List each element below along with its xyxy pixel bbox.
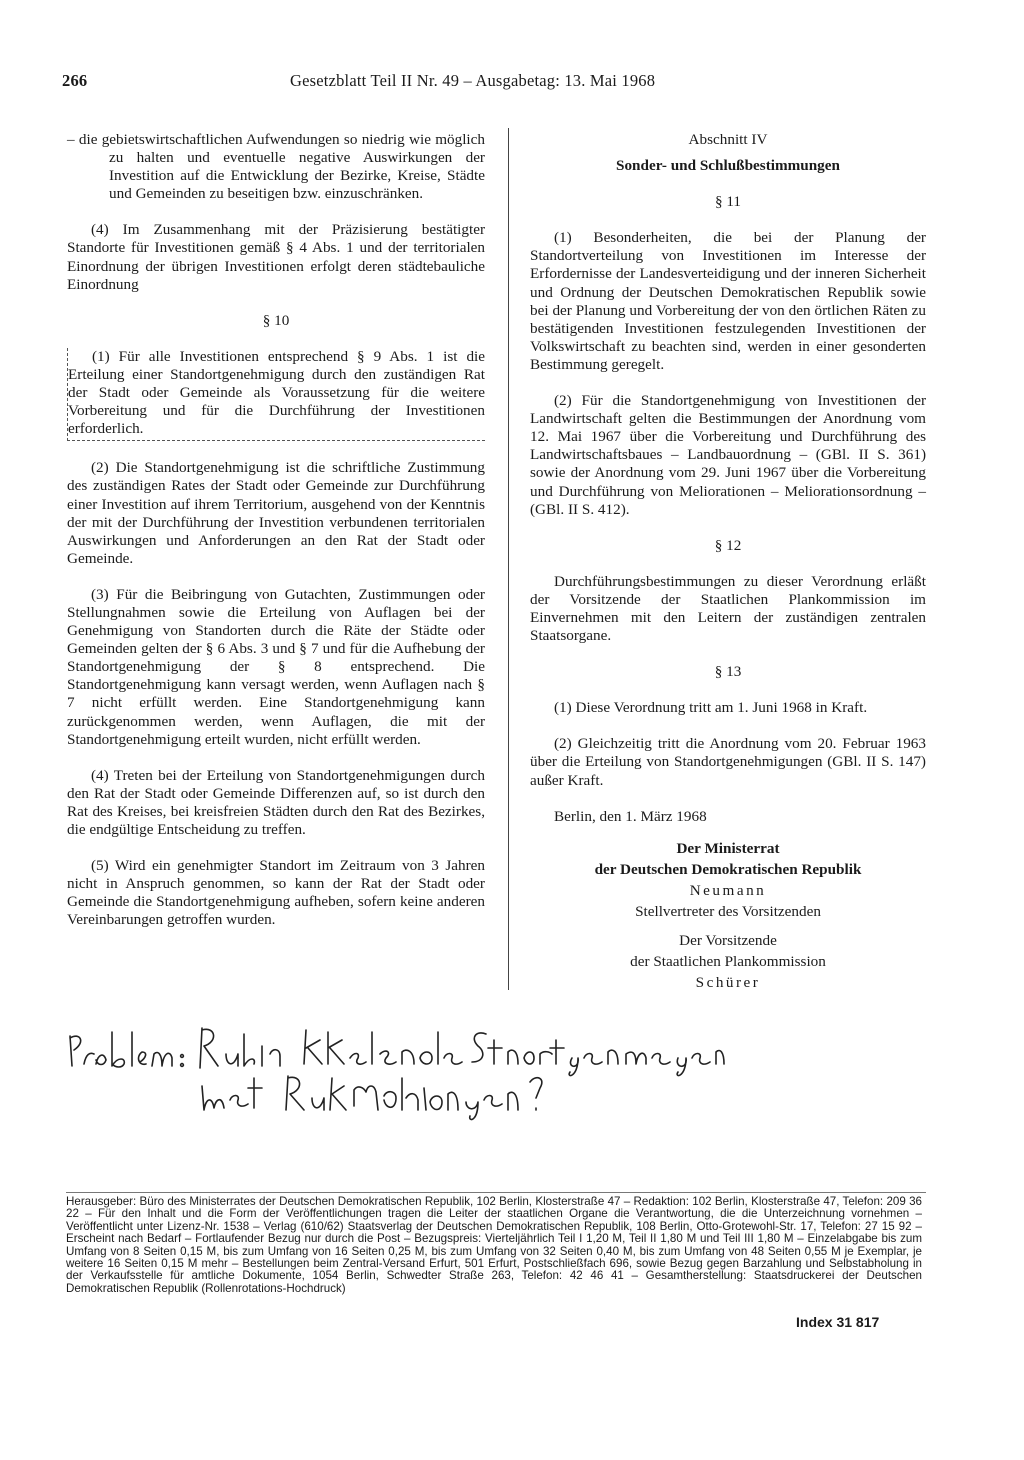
dash-item: – die gebietswirtschaftlichen Aufwendungen so niedrig wie möglich zu halten und eventuelle negative Auswirkungen der Investition auf die Entwicklung der Bezirke, Kreise, Städte und Gemeinden zu beseitigen bzw. einzuschränken. <box>67 131 485 203</box>
signer-2-name: Schürer <box>695 973 761 991</box>
footer-index: Index 31 817 <box>796 1314 880 1330</box>
abschnitt-title: Sonder- und Schlußbestimmungen <box>616 157 840 175</box>
handwriting-strokes <box>66 1018 726 1128</box>
section-10-paragraph-1: (1) Für alle Investitionen entsprechend § 9 Abs. 1 ist die Erteilung einer Standortgenehmigung durch den zuständigen Rat der Stadt oder Gemeinde als Voraussetzung für die weitere Vorbereitung und für die Durchführung der Investitionen erforderlich. <box>67 348 485 441</box>
section-11-paragraph-2: (2) Für die Standortgenehmigung von Investitionen der Landwirtschaft gelten die Bestimmungen der Anordnung vom 12. Mai 1967 über die Vorbereitung und Durchführung des Landwirtschaftsbaues – Landbauordnung – (GBl. II S. 361) sowie der Anordnung vom 29. Juni 1967 über die Vorbereitung und Durchführung von Meliorationen – Meliorationsordnung – (GBl. II S. 412). <box>530 392 926 518</box>
signatory-org-line-1: Der Ministerrat <box>676 839 780 857</box>
column-divider <box>508 128 509 990</box>
signer-2-title-line-1: Der Vorsitzende <box>679 931 777 949</box>
footer-rule <box>66 1192 926 1193</box>
signer-2-title-line-2: der Staatlichen Plankommission <box>630 952 826 970</box>
signer-1-title: Stellvertreter des Vorsitzenden <box>635 902 821 920</box>
section-12-heading: § 12 <box>714 536 742 554</box>
abschnitt-label: Abschnitt IV <box>688 131 768 148</box>
signer-1-name: Neumann <box>689 881 767 899</box>
left-column <box>67 131 485 929</box>
place-date: Berlin, den 1. März 1968 <box>554 807 707 825</box>
footer-imprint: Herausgeber: Büro des Ministerrates der Deutschen Demokratischen Republik, 102 Berlin, Klosterstraße 47 – Redaktion: 102 Berlin, Klosterstraße 47, Telefon: 209 36 22 – Für den Inhalt und die Form der Veröffentlichungen tragen die Leiter der staatlichen Organe die Verantwortung, die die Unterzeichnung vornehmen – Veröffentlicht unter Lizenz-Nr. 1538 – Verlag (610/62) Staatsverlag der Deutschen Demokratischen Republik, 108 Berlin, Otto-Grotewohl-Str. 17, Telefon: 27 15 92 – Erscheint nach Bedarf – Fortlaufender Bezug nur durch die Post – Bezugspreis: Vierteljährlich Teil I 1,20 M, Teil II 1,80 M und Teil III 1,80 M – Einzelabgabe bis zum Umfang von 8 Seiten 0,15 M, bis zum Umfang von 16 Seiten 0,25 M, bis zum Umfang von 32 Seiten 0,40 M, bis zum Umfang von 48 Seiten 0,55 M je Exemplar, je weitere 16 Seiten 0,15 M mehr – Bestellungen beim Zentral-Versand Erfurt, 501 Erfurt, Postschließfach 696, sowie Bezug gegen Barzahlung und Selbstabholung in der Verkaufsstelle für amtliche Dokumente, 1054 Berlin, Schwedter Straße 263, Telefon: 42 46 41 – Gesamtherstellung: Staatsdruckerei der Deutschen Demokratischen Republik (Rollenrotations-Hochdruck) <box>66 1195 922 1295</box>
section-12-paragraph-1: Durchführungsbestimmungen zu dieser Verordnung erläßt der Vorsitzende der Staatlichen Plankommission im Einvernehmen mit den Leitern der zuständigen zentralen Staatsorgane. <box>530 572 926 645</box>
right-column <box>530 131 926 993</box>
section-10-paragraph-5: (5) Wird ein genehmigter Standort im Zeitraum von 3 Jahren nicht in Anspruch genommen, so kann der Rat der Stadt oder Gemeinde die Standortgenehmigung aufheben, sofern keine anderen Vereinbarungen getroffen wurden. <box>67 857 485 929</box>
section-13-paragraph-1: (1) Diese Verordnung tritt am 1. Juni 1968 in Kraft. <box>554 699 868 717</box>
section-13-heading: § 13 <box>714 663 742 681</box>
section-10-heading: § 10 <box>262 311 290 329</box>
page-number: 266 <box>62 71 88 90</box>
handwritten-note <box>66 1018 726 1128</box>
section-11-paragraph-1: (1) Besonderheiten, die bei der Planung der Standortverteilung von Investitionen im Interesse der Erfordernisse der Landesverteidigung und der inneren Sicherheit und Ordnung der Deutschen Demokratischen Republik sowie bei der Planung und Vorbereitung der von den örtlichen Räten zu bestätigenden Investitionen festzulegenden Investitionen der Volkswirtschaft zu beachten sind, werden in einer gesonderten Bestimmung geregelt. <box>530 229 926 373</box>
section-11-heading: § 11 <box>714 193 741 211</box>
signatory-org-line-2: der Deutschen Demokratischen Republik <box>594 860 862 878</box>
paragraph-4: (4) Im Zusammenhang mit der Präzisierung bestätigter Standorte für Investitionen gemäß § 4 Abs. 1 und der territorialen Einordnung der übrigen Investitionen erfolgt deren städtebauliche Einordnung <box>67 221 485 293</box>
section-10-paragraph-3: (3) Für die Beibringung von Gutachten, Zustimmungen oder Stellungnahmen sowie die Erteilung von Auflagen bei der Genehmigung von Standorten durch die Räte der Städte oder Gemeinden gelten der § 6 Abs. 3 und § 7 und für die Aufhebung der Standortgenehmigung der § 8 entsprechend. Die Standortgenehmigung kann versagt werden, wenn Auflagen nach § 7 nicht erfüllt werden. Eine Standortgenehmigung kann zurückgenommen werden, wenn Auflagen, die mit der Standortgenehmigung erteilt wurden, nicht erfüllt werden. <box>67 585 485 748</box>
section-10-paragraph-2: (2) Die Standortgenehmigung ist die schriftliche Zustimmung des zuständigen Rates der Stadt oder Gemeinde zur Durchführung einer Investition auf ihrem Territorium, ausgehend von der Kenntnis der mit der Durchführung der Investition verbundenen territorialen Auswirkungen und Anforderungen an den Rat der Stadt oder Gemeinde. <box>67 459 485 567</box>
section-13-paragraph-2: (2) Gleichzeitig tritt die Anordnung vom 20. Februar 1963 über die Erteilung von Standortgenehmigungen (GBl. II S. 147) außer Kraft. <box>530 735 926 789</box>
signature-block <box>530 838 926 993</box>
gazette-title: Gesetzblatt Teil II Nr. 49 – Ausgabetag: 13. Mai 1968 <box>290 71 656 90</box>
section-10-paragraph-4: (4) Treten bei der Erteilung von Standortgenehmigungen durch den Rat der Stadt oder Gemeinde Differenzen auf, so ist durch den Rat des Kreises, bei kreisfreien Städten durch den Rat des Bezirkes, die endgültige Entscheidung zu treffen. <box>67 766 485 838</box>
